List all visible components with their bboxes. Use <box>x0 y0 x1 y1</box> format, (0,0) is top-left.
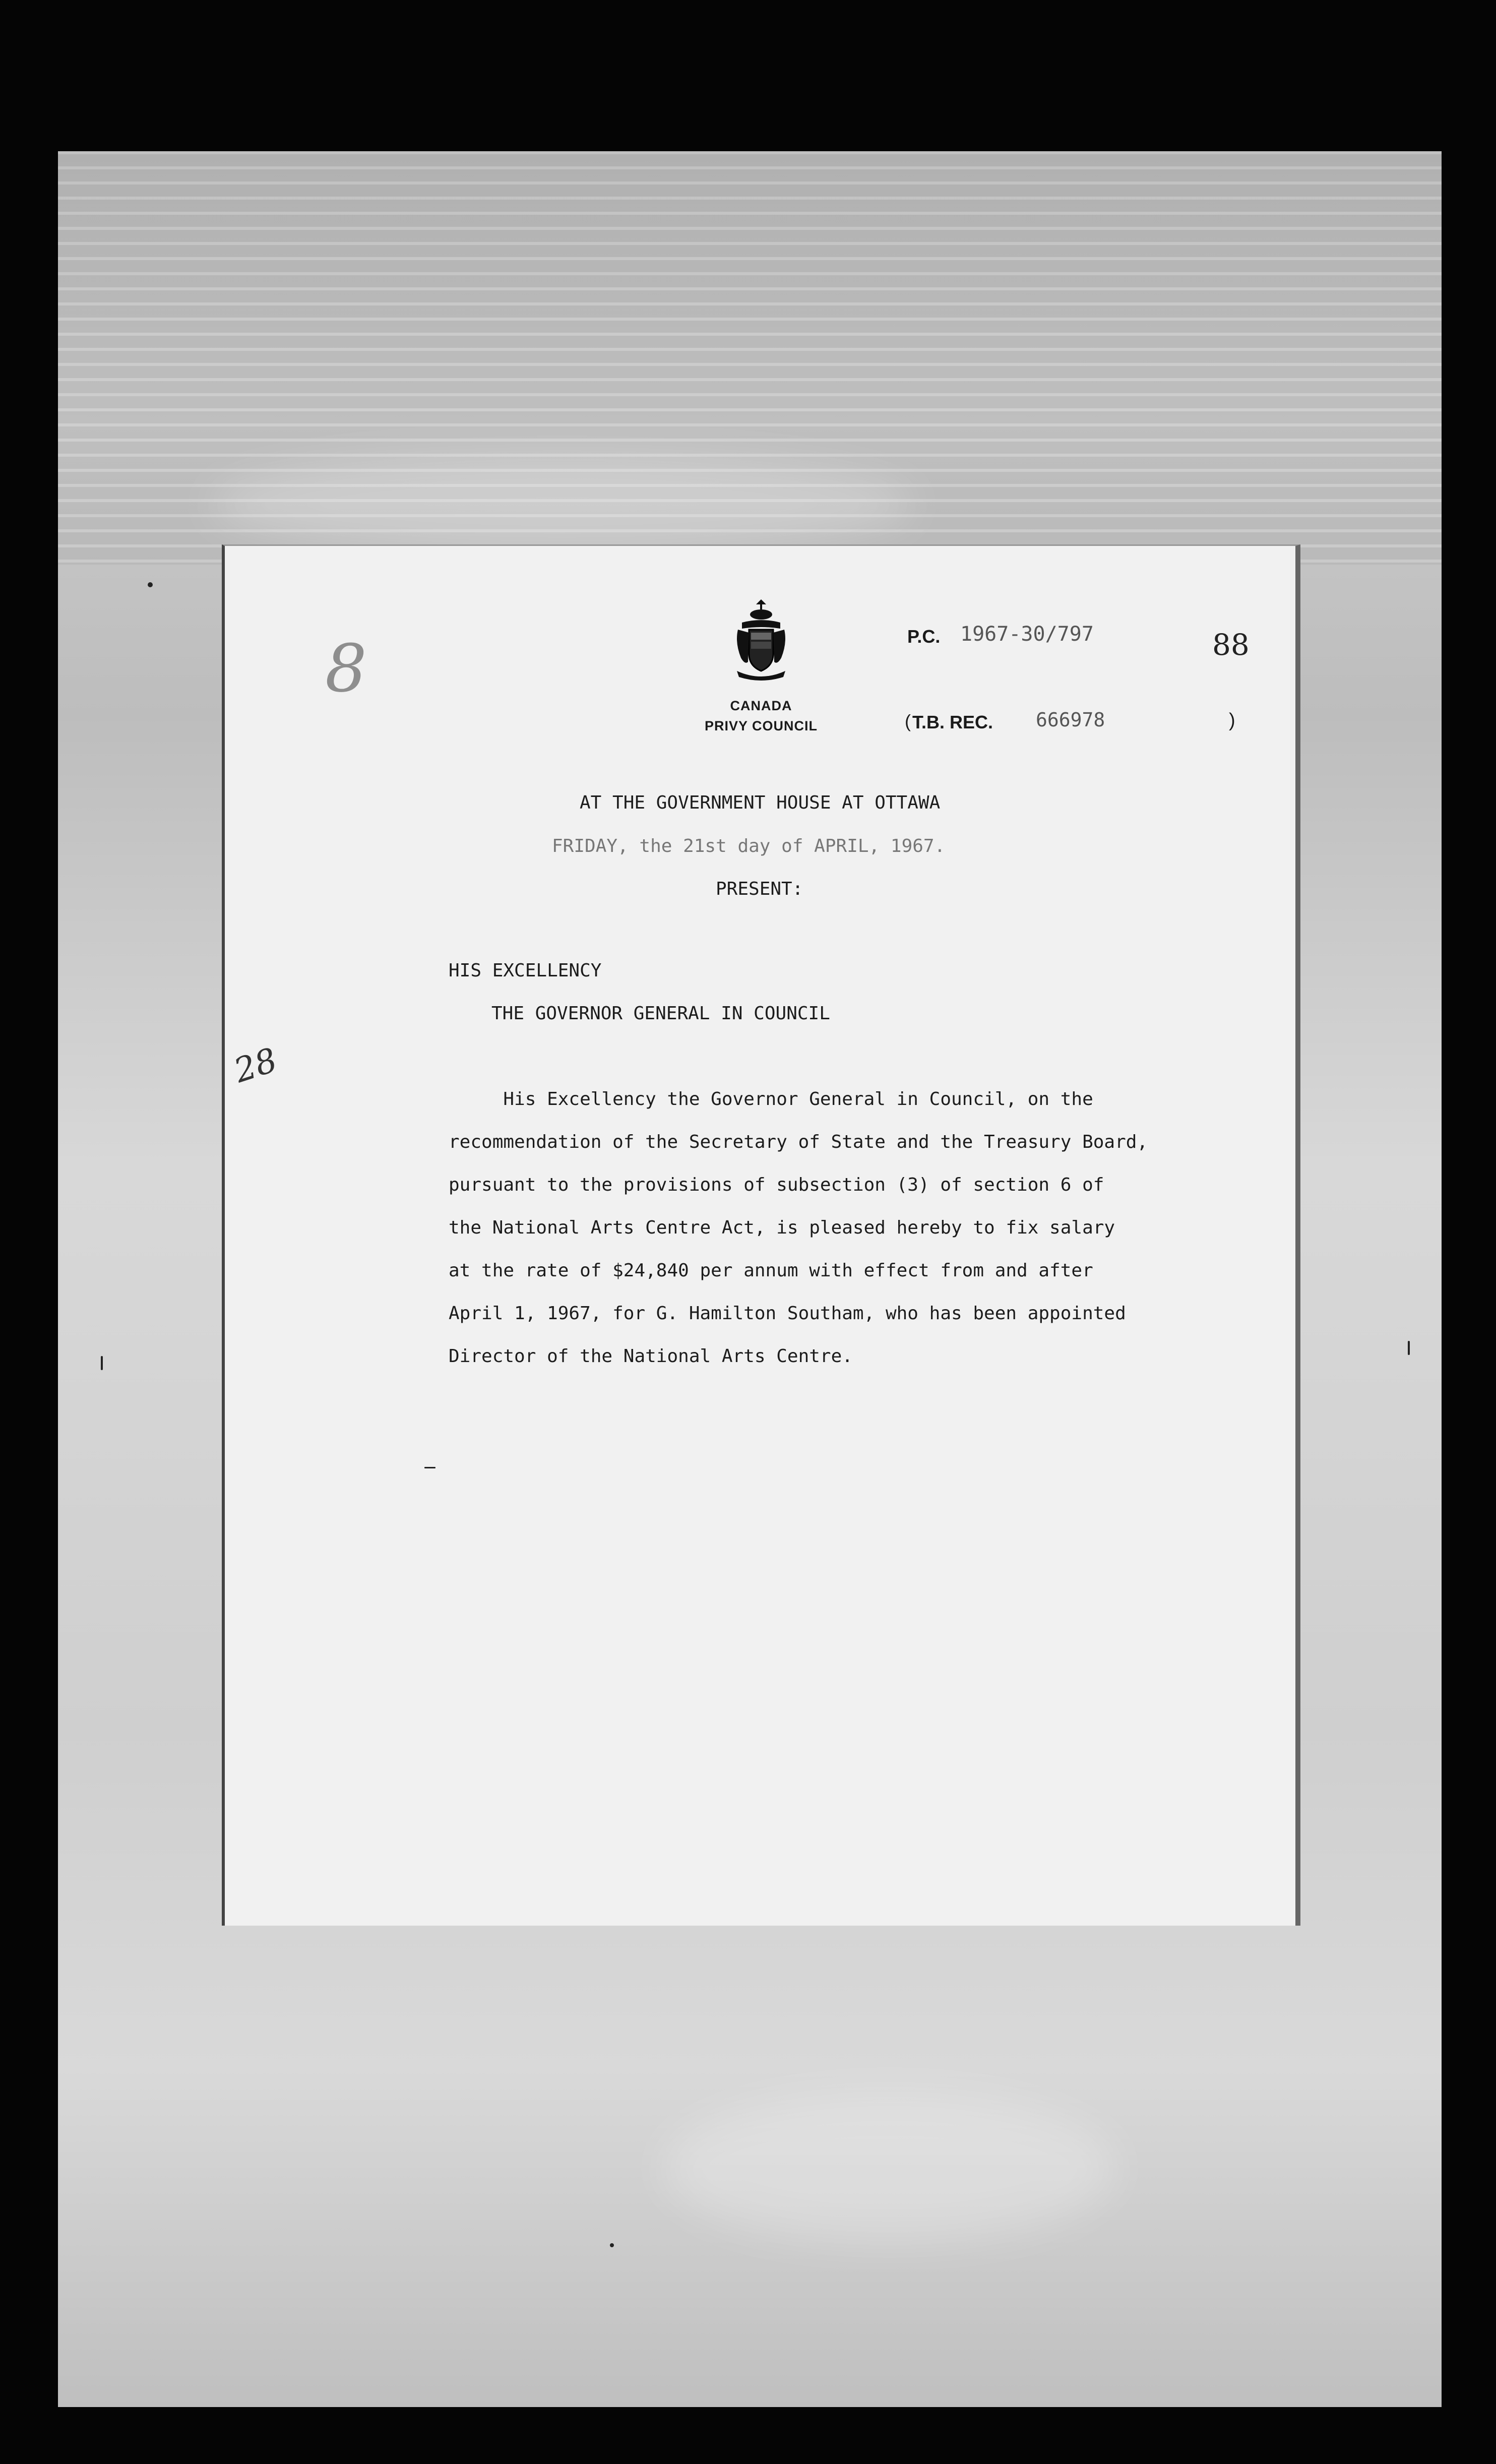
body-line: Director of the National Arts Centre. <box>449 1346 853 1367</box>
attendance-line-1: HIS EXCELLENCY <box>449 960 602 981</box>
speck <box>610 2243 614 2247</box>
body-line: recommendation of the Secretary of State and the Treasury Board, <box>449 1132 1148 1152</box>
speck <box>1408 1341 1410 1355</box>
speck <box>148 582 153 587</box>
date-heading: FRIDAY, the 21st day of APRIL, 1967. <box>552 836 946 856</box>
margin-note-scribble: 28 <box>229 1040 282 1091</box>
tb-prefix: T.B. REC. <box>912 712 993 732</box>
margin-note-eight: 8 <box>325 630 367 707</box>
scan-blotch <box>663 2092 1116 2243</box>
tb-paren-open: ( <box>905 711 911 731</box>
pc-prefix: P.C. <box>907 626 941 647</box>
office-label: PRIVY COUNCIL <box>704 718 818 733</box>
page-number: 88 <box>1212 628 1250 662</box>
scan-blotch <box>209 454 915 555</box>
location-heading: AT THE GOVERNMENT HOUSE AT OTTAWA <box>580 792 941 813</box>
canadian-coat-of-arms-icon <box>731 597 791 683</box>
attendance-line-2: THE GOVERNOR GENERAL IN COUNCIL <box>491 1003 830 1024</box>
speck <box>101 1356 103 1370</box>
tb-paren-close: ) <box>1229 710 1235 731</box>
body-line: pursuant to the provisions of subsection (3) of section 6 of <box>449 1175 1104 1195</box>
body-line: the National Arts Centre Act, is pleased hereby to fix salary <box>449 1217 1115 1238</box>
speck <box>424 1467 435 1468</box>
present-heading: PRESENT: <box>716 879 803 899</box>
body-line: His Excellency the Governor General in Council, on the <box>449 1089 1093 1110</box>
tb-number: 666978 <box>1036 709 1105 731</box>
body-line: at the rate of $24,840 per annum with effect from and after <box>449 1260 1093 1281</box>
body-line: April 1, 1967, for G. Hamilton Southam, who has been appointed <box>449 1303 1126 1324</box>
pc-number: 1967-30/797 <box>960 623 1094 646</box>
country-label: CANADA <box>730 698 792 713</box>
